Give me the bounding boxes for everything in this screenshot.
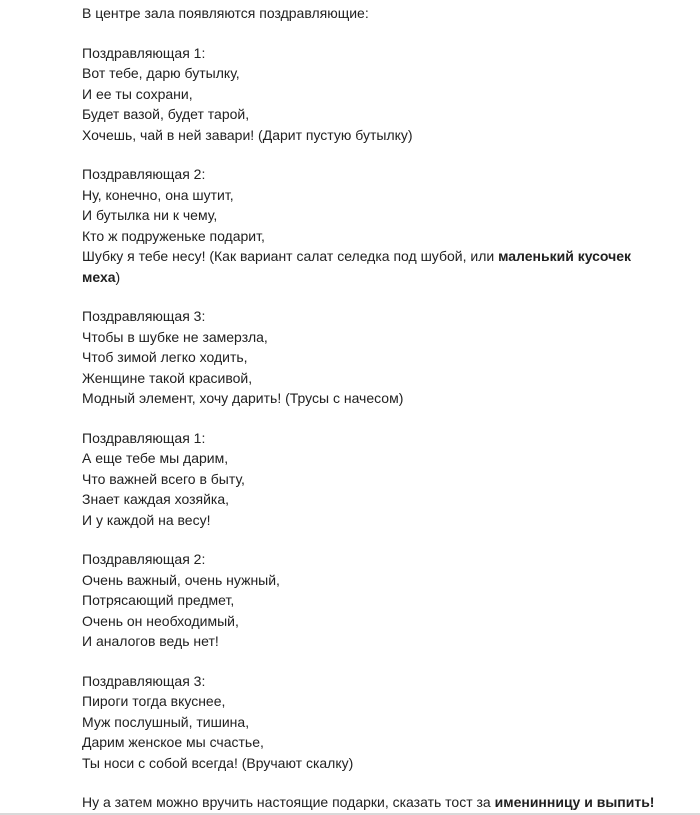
verse-line-post: ): [115, 268, 121, 285]
verse-line: А еще тебе мы дарим,: [82, 450, 229, 466]
verse-line: Хочешь, чай в ней завари! (Дарит пустую бутылку): [82, 126, 413, 143]
verse-line: И аналогов ведь нет!: [82, 633, 219, 649]
verse-line: Кто ж подруженьке подарит,: [82, 227, 265, 244]
verse-line-wrap: [82, 267, 657, 288]
verse-line: Пироги тогда вкуснее,: [82, 693, 226, 709]
highlighted-phrase: маленький кусочек: [498, 248, 632, 264]
verse-line: Потрясающий предмет,: [82, 592, 235, 608]
verse-line: Чтобы в шубке не замерзла,: [82, 328, 268, 345]
verse-line-with-highlight: [82, 246, 657, 267]
verse-line-pre: Шубку я тебе несу! (Как вариант салат селедка под шубой, или: [82, 248, 499, 264]
verse-line: Модный элемент, хочу дарить! (Трусы с начесом): [82, 390, 404, 406]
verse-line: Чтоб зимой легко ходить,: [82, 349, 248, 365]
speaker-label: Поздравляющая 3:: [82, 672, 206, 689]
outro-text: Ну а затем можно вручить настоящие подарки, сказать тост за: [82, 794, 495, 810]
verse-line: Вот тебе, дарю бутылку,: [82, 65, 240, 81]
verse-line: И бутылка ни к чему,: [82, 207, 218, 223]
verse-line: Ты носи с собой всегда! (Вручают скалку): [82, 754, 354, 771]
verse-line: Будет вазой, будет тарой,: [82, 106, 250, 122]
verse-line: Дарим женское мы счастье,: [82, 734, 264, 750]
verse-line: Знает каждая хозяйка,: [82, 491, 230, 507]
verse-line: Очень он необходимый,: [82, 612, 239, 629]
intro-paragraph: [82, 3, 657, 24]
verse-block-4: [82, 428, 657, 531]
verse-block-2: [82, 164, 657, 287]
verse-line: Женщине такой красивой,: [82, 369, 253, 386]
speaker-label: Поздравляющая 1:: [82, 44, 206, 61]
verse-line: Муж послушный, тишина,: [82, 713, 250, 730]
verse-line: И у каждой на весу!: [82, 511, 211, 528]
speaker-label: Поздравляющая 2:: [82, 166, 206, 182]
verse-block-6: [82, 671, 657, 774]
verse-line: Ну, конечно, она шутит,: [82, 186, 234, 203]
speaker-label: Поздравляющая 3:: [82, 308, 206, 324]
verse-block-3: [82, 306, 657, 409]
intro-text: В центре зала появляются поздравляющие:: [82, 5, 369, 21]
speaker-label: Поздравляющая 2:: [82, 551, 206, 567]
highlighted-phrase: меха: [82, 268, 116, 285]
verse-line: Очень важный, очень нужный,: [82, 571, 280, 588]
verse-line: Что важней всего в быту,: [82, 470, 245, 487]
scenario-page: [82, 3, 657, 813]
highlighted-phrase: именинницу и выпить!: [494, 794, 655, 810]
verse-line: И ее ты сохрани,: [82, 85, 193, 102]
verse-block-1: [82, 43, 657, 146]
verse-block-5: [82, 549, 657, 652]
speaker-label: Поздравляющая 1:: [82, 429, 206, 446]
outro-paragraph: [82, 792, 657, 813]
